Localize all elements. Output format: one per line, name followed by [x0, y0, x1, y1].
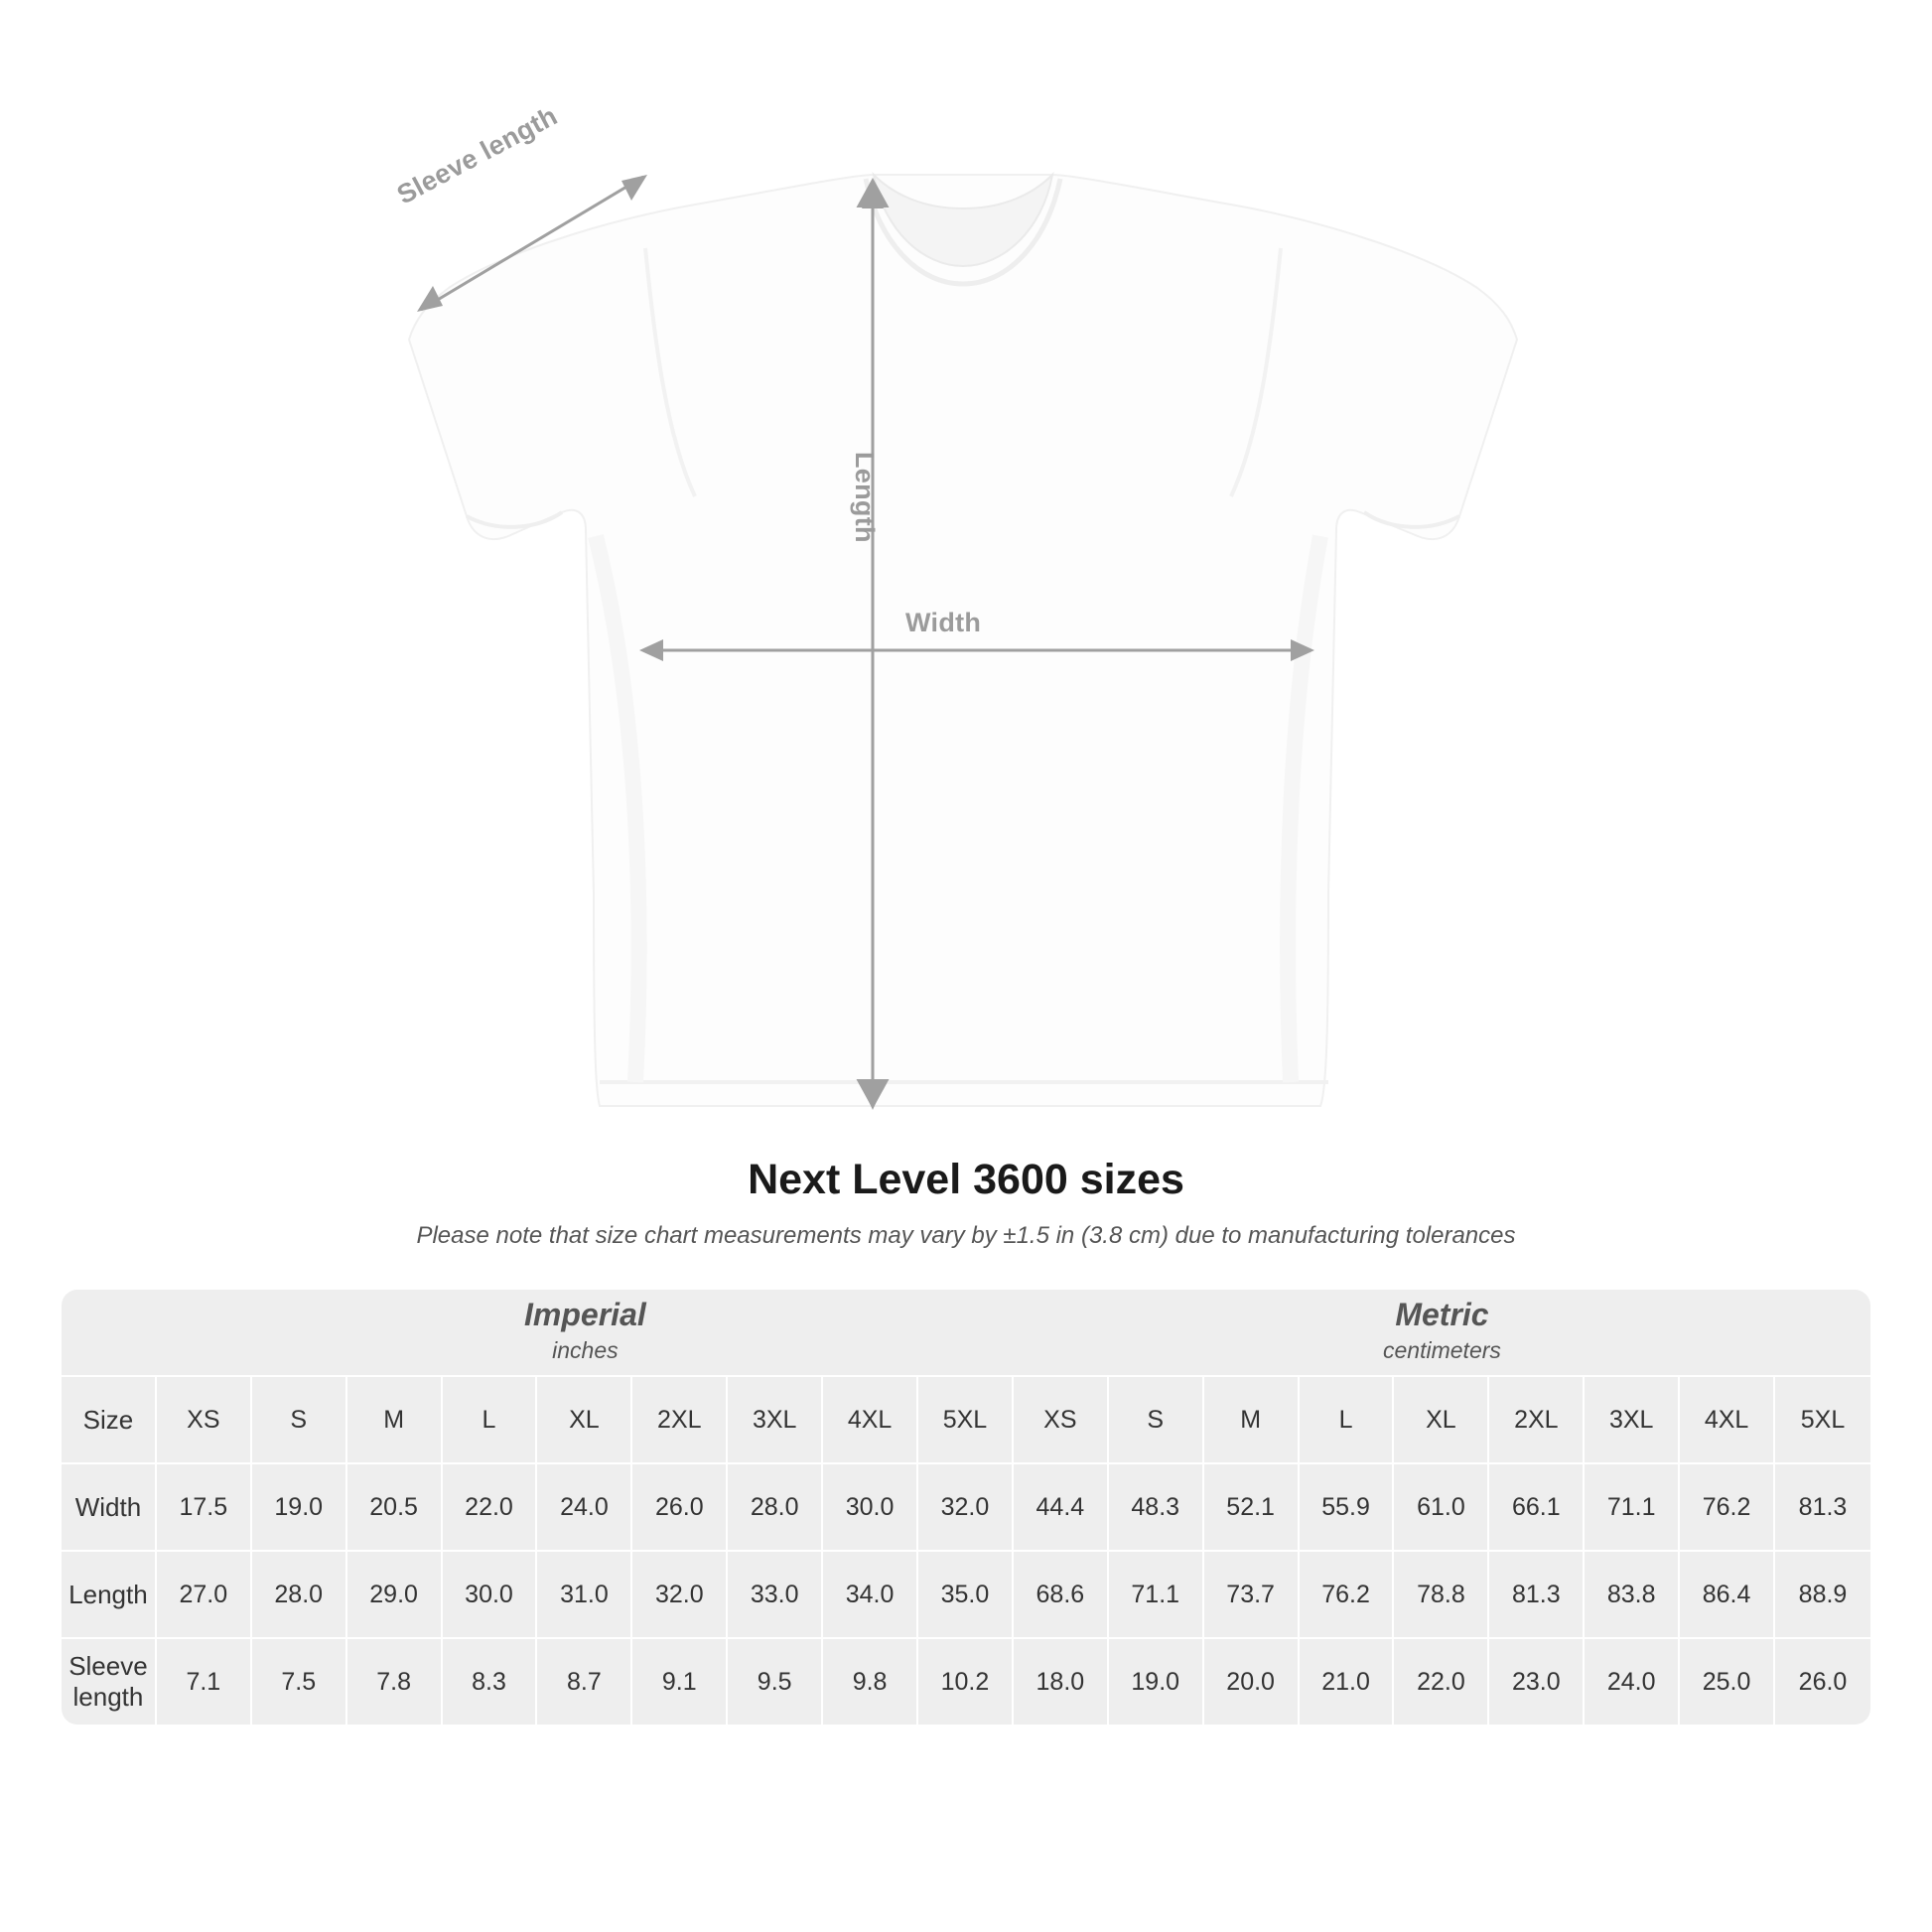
width-metric-l: 55.9 [1300, 1464, 1395, 1552]
length-imperial-m: 29.0 [347, 1552, 443, 1639]
units-imperial-title: Imperial [524, 1297, 646, 1333]
length-label: Length [850, 452, 880, 543]
sleeve-metric-2xl: 23.0 [1489, 1639, 1585, 1725]
sleeve-metric-l: 21.0 [1300, 1639, 1395, 1725]
sleeve-metric-s: 19.0 [1109, 1639, 1204, 1725]
size-row-label: Size [62, 1377, 157, 1464]
size-col-imperial-5xl: 5XL [918, 1377, 1014, 1464]
size-col-metric-m: M [1204, 1377, 1300, 1464]
size-col-metric-2xl: 2XL [1489, 1377, 1585, 1464]
size-col-imperial-s: S [252, 1377, 347, 1464]
width-imperial-2xl: 26.0 [632, 1464, 728, 1552]
width-metric-3xl: 71.1 [1585, 1464, 1680, 1552]
measurement-note: Please note that size chart measurements may vary by ±1.5 in (3.8 cm) due to manufacturing tolerances [416, 1222, 1516, 1249]
size-col-metric-3xl: 3XL [1585, 1377, 1680, 1464]
sleeve-imperial-m: 7.8 [347, 1639, 443, 1725]
width-imperial-5xl: 32.0 [918, 1464, 1014, 1552]
row-label-width: Width [62, 1464, 157, 1552]
sleeve-metric-m: 20.0 [1204, 1639, 1300, 1725]
sleeve-imperial-xl: 8.7 [537, 1639, 632, 1725]
length-metric-xs: 68.6 [1014, 1552, 1109, 1639]
sleeve-imperial-2xl: 9.1 [632, 1639, 728, 1725]
length-metric-xl: 78.8 [1394, 1552, 1489, 1639]
size-col-imperial-2xl: 2XL [632, 1377, 728, 1464]
size-col-metric-l: L [1300, 1377, 1395, 1464]
width-imperial-l: 22.0 [443, 1464, 538, 1552]
width-imperial-xs: 17.5 [157, 1464, 252, 1552]
tshirt-shape [409, 175, 1517, 1106]
units-imperial-subtitle: inches [552, 1337, 619, 1364]
size-col-imperial-3xl: 3XL [728, 1377, 823, 1464]
length-imperial-s: 28.0 [252, 1552, 347, 1639]
length-metric-3xl: 83.8 [1585, 1552, 1680, 1639]
size-col-imperial-4xl: 4XL [823, 1377, 918, 1464]
length-imperial-l: 30.0 [443, 1552, 538, 1639]
width-metric-s: 48.3 [1109, 1464, 1204, 1552]
size-col-imperial-l: L [443, 1377, 538, 1464]
width-metric-4xl: 76.2 [1680, 1464, 1775, 1552]
sleeve-imperial-3xl: 9.5 [728, 1639, 823, 1725]
sleeve-metric-3xl: 24.0 [1585, 1639, 1680, 1725]
sleeve-imperial-4xl: 9.8 [823, 1639, 918, 1725]
table-row [62, 1552, 1870, 1639]
width-imperial-s: 19.0 [252, 1464, 347, 1552]
length-metric-2xl: 81.3 [1489, 1552, 1585, 1639]
table-row [62, 1639, 1870, 1725]
size-col-metric-xl: XL [1394, 1377, 1489, 1464]
length-imperial-5xl: 35.0 [918, 1552, 1014, 1639]
length-metric-4xl: 86.4 [1680, 1552, 1775, 1639]
units-metric-title: Metric [1395, 1297, 1489, 1333]
size-chart-table [62, 1290, 1870, 1725]
sleeve-imperial-s: 7.5 [252, 1639, 347, 1725]
size-col-metric-s: S [1109, 1377, 1204, 1464]
width-metric-2xl: 66.1 [1489, 1464, 1585, 1552]
length-imperial-3xl: 33.0 [728, 1552, 823, 1639]
units-metric-subtitle: centimeters [1383, 1337, 1501, 1364]
units-imperial-cell [157, 1290, 1014, 1377]
width-metric-xl: 61.0 [1394, 1464, 1489, 1552]
size-col-imperial-m: M [347, 1377, 443, 1464]
sleeve-length-label: Sleeve length [392, 100, 563, 210]
length-imperial-2xl: 32.0 [632, 1552, 728, 1639]
units-row [62, 1290, 1870, 1377]
size-col-metric-xs: XS [1014, 1377, 1109, 1464]
sleeve-metric-xs: 18.0 [1014, 1639, 1109, 1725]
page-title: Next Level 3600 sizes [748, 1156, 1184, 1203]
width-imperial-4xl: 30.0 [823, 1464, 918, 1552]
width-metric-xs: 44.4 [1014, 1464, 1109, 1552]
table-row [62, 1464, 1870, 1552]
length-metric-5xl: 88.9 [1775, 1552, 1870, 1639]
width-imperial-3xl: 28.0 [728, 1464, 823, 1552]
size-col-metric-4xl: 4XL [1680, 1377, 1775, 1464]
width-imperial-m: 20.5 [347, 1464, 443, 1552]
units-metric-cell [1014, 1290, 1870, 1377]
sleeve-imperial-xs: 7.1 [157, 1639, 252, 1725]
size-chart-table-wrap [0, 1250, 1932, 1725]
size-col-imperial-xl: XL [537, 1377, 632, 1464]
sleeve-imperial-5xl: 10.2 [918, 1639, 1014, 1725]
row-label-length: Length [62, 1552, 157, 1639]
length-imperial-xl: 31.0 [537, 1552, 632, 1639]
units-corner-cell [62, 1290, 157, 1377]
length-imperial-xs: 27.0 [157, 1552, 252, 1639]
sleeve-metric-4xl: 25.0 [1680, 1639, 1775, 1725]
size-col-imperial-xs: XS [157, 1377, 252, 1464]
row-label-sleeve-length: Sleeve length [62, 1639, 157, 1725]
length-metric-m: 73.7 [1204, 1552, 1300, 1639]
sleeve-imperial-l: 8.3 [443, 1639, 538, 1725]
length-metric-s: 71.1 [1109, 1552, 1204, 1639]
size-header-row [62, 1377, 1870, 1464]
sleeve-metric-xl: 22.0 [1394, 1639, 1489, 1725]
length-metric-l: 76.2 [1300, 1552, 1395, 1639]
sleeve-metric-5xl: 26.0 [1775, 1639, 1870, 1725]
length-imperial-4xl: 34.0 [823, 1552, 918, 1639]
size-col-metric-5xl: 5XL [1775, 1377, 1870, 1464]
width-imperial-xl: 24.0 [537, 1464, 632, 1552]
width-metric-5xl: 81.3 [1775, 1464, 1870, 1552]
width-label: Width [905, 608, 982, 637]
width-metric-m: 52.1 [1204, 1464, 1300, 1552]
